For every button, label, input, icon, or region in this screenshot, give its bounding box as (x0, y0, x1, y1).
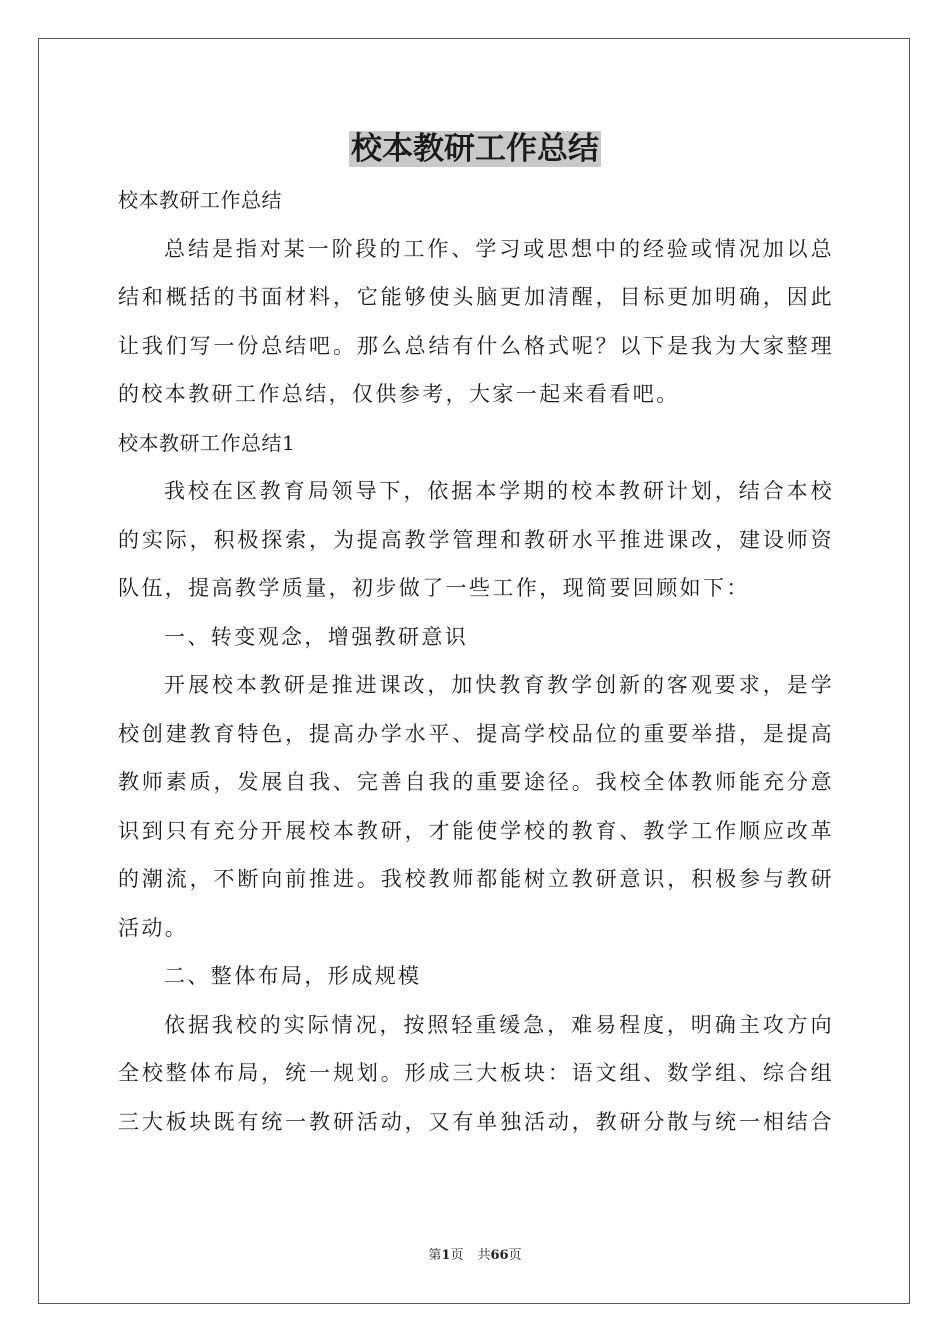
paragraph-line: 的校本教研工作总结，仅供参考，大家一起来看看吧。 (118, 382, 680, 406)
page-suffix: 页 (450, 1248, 464, 1263)
paragraph-line: 我校在区教育局领导下，依据本学期的校本教研计划，结合本校 (164, 479, 834, 503)
document-title (0, 126, 950, 172)
total-pages: 66 (490, 1248, 509, 1263)
paragraph-line: 活动。 (118, 915, 189, 940)
paragraph-line: 三大板块既有统一教研活动，又有单独活动，教研分散与统一相结合 (118, 1109, 834, 1134)
paragraph-line: 依据我校的实际情况，按照轻重缓急，难易程度，明确主攻方向 (164, 1012, 834, 1037)
subsection-heading: 一、转变观念，增强教研意识 (164, 624, 469, 649)
page-number: 1 (441, 1248, 451, 1263)
paragraph-line: 总结是指对某一阶段的工作、学习或思想中的经验或情况加以总 (164, 236, 834, 261)
subsection-heading: 二、整体布局，形成规模 (164, 964, 422, 988)
paragraph-line: 识到只有充分开展校本教研，才能使学校的教育、教学工作顺应改革 (118, 818, 834, 843)
section-heading: 校本教研工作总结 (118, 188, 282, 212)
paragraph-line: 的潮流，不断向前推进。我校教师都能树立教研意识，积极参与教研 (118, 867, 834, 891)
total-suffix: 页 (508, 1248, 522, 1263)
section-heading: 校本教研工作总结1 (118, 430, 296, 455)
paragraph-line: 开展校本教研是推进课改，加快教育教学创新的客观要求，是学 (164, 673, 834, 697)
page-footer (0, 1246, 950, 1266)
paragraph-line: 队伍，提高教学质量，初步做了一些工作，现简要回顾如下： (118, 576, 750, 600)
paragraph-line: 全校整体布局，统一规划。形成三大板块：语文组、数学组、综合组 (118, 1061, 834, 1085)
paragraph-line: 教师素质，发展自我、完善自我的重要途径。我校全体教师能充分意 (118, 770, 834, 794)
paragraph-line: 的实际，积极探索，为提高教学管理和教研水平推进课改，建设师资 (118, 527, 834, 552)
paragraph-line: 校创建教育特色，提高办学水平、提高学校品位的重要举措，是提高 (118, 721, 834, 746)
total-prefix: 共 (477, 1248, 491, 1263)
page-prefix: 第 (428, 1248, 442, 1263)
document-title-text: 校本教研工作总结 (351, 131, 599, 167)
paragraph-line: 结和概括的书面材料，它能够使头脑更加清醒，目标更加明确，因此 (118, 285, 834, 309)
paragraph-line: 让我们写一份总结吧。那么总结有什么格式呢？以下是我为大家整理 (118, 333, 834, 358)
document-body (118, 176, 834, 1146)
